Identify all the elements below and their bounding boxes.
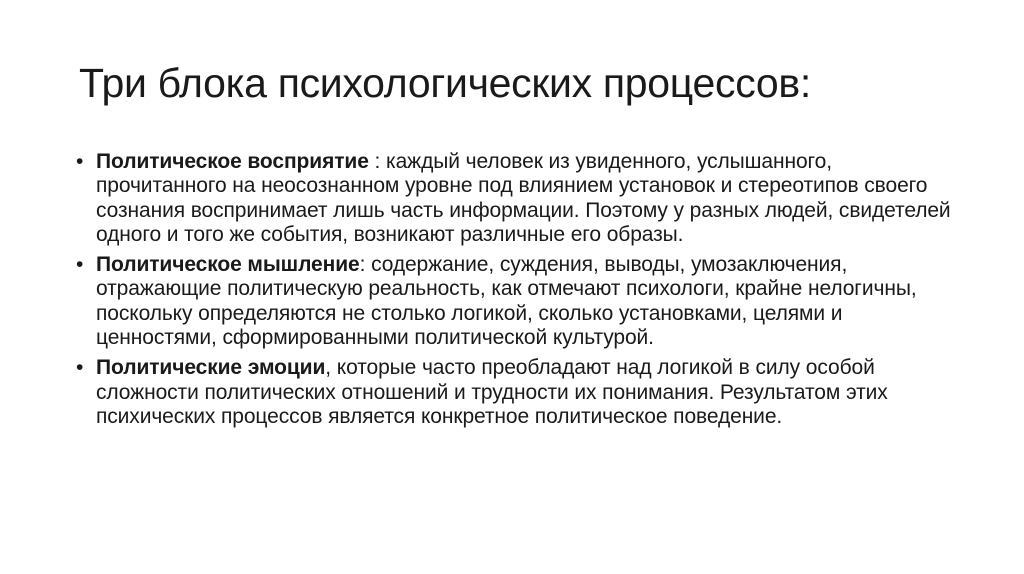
slide-title: Три блока психологических процессов:: [79, 60, 811, 106]
bullet-dot-icon: •: [76, 253, 84, 277]
bullet-list: [76, 150, 956, 435]
bullet-term: Политические эмоции: [96, 356, 326, 380]
bullet-term: Политическое мышление: [96, 253, 360, 277]
bullet-dot-icon: •: [76, 356, 84, 380]
bullet-text: , которые часто преобладают над логикой в силу особой сложности политических отношений и трудности их понимания. Результатом этих психических процессов является конкретное политическое поведение.: [96, 356, 888, 428]
bullet-item-political-emotions: [76, 356, 956, 429]
bullet-text: : содержание, суждения, выводы, умозаключения, отражающие политическую реальность, как отмечают психологи, крайне нелогичны, поскольку определяются не столько логикой, сколько установками, целями и ценностями, сформированными политической культурой.: [96, 253, 917, 350]
bullet-dot-icon: •: [76, 150, 84, 173]
bullet-item-political-perception: [76, 150, 956, 247]
bullet-term: Политическое восприятие: [96, 150, 369, 173]
bullet-text: : каждый человек из увиденного, услышанного, прочитанного на неосознанном уровне под влиянием установок и стереотипов своего сознания воспринимает лишь часть информации. Поэтому у разных людей, свидетелей одного и того же события, возникают различные его образы.: [96, 150, 951, 246]
bullet-item-political-thinking: [76, 253, 956, 350]
